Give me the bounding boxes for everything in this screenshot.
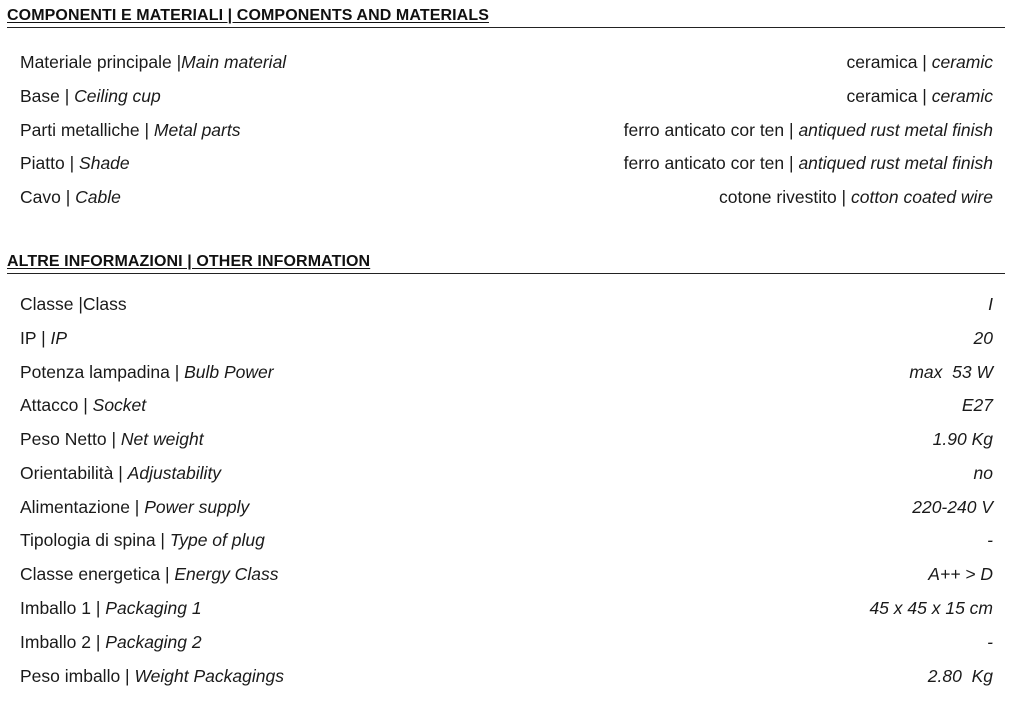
spec-label	[20, 427, 204, 451]
label-en: Metal parts	[153, 120, 241, 140]
spec-value	[624, 118, 993, 142]
spec-value	[846, 84, 993, 108]
spec-label	[20, 326, 67, 350]
value-en: I	[988, 294, 993, 314]
spec-row-main-material	[20, 50, 993, 74]
label-en: Packaging 2	[105, 632, 202, 652]
value-en: no	[973, 463, 993, 483]
spec-row-bulb-power	[20, 360, 993, 384]
label-it: Classe energetica |	[20, 564, 170, 584]
spec-row-shade	[20, 151, 993, 175]
spec-label	[20, 84, 161, 108]
spec-label	[20, 630, 202, 654]
label-en: IP	[50, 328, 68, 348]
spec-row-cable	[20, 185, 993, 209]
value-en: E27	[961, 395, 993, 415]
spec-value	[909, 360, 993, 384]
spec-row-ip	[20, 326, 993, 350]
value-en: antiqued rust metal finish	[798, 120, 993, 140]
label-it: Cavo |	[20, 187, 71, 207]
spec-row-net-weight	[20, 427, 993, 451]
spec-label	[20, 151, 130, 175]
label-en: Ceiling cup	[74, 86, 161, 106]
spec-row-base	[20, 84, 993, 108]
value-en: 20	[973, 328, 993, 348]
spec-value	[988, 292, 993, 316]
value-en: ceramic	[931, 52, 993, 72]
spec-value	[987, 630, 993, 654]
spec-value	[987, 528, 993, 552]
spec-label	[20, 562, 278, 586]
label-it: Alimentazione |	[20, 497, 140, 517]
spec-label	[20, 50, 286, 74]
value-en: 45 x 45 x 15 cm	[869, 598, 993, 618]
value-en: A++ > D	[928, 564, 993, 584]
label-it: Peso Netto |	[20, 429, 116, 449]
spec-row-metal-parts	[20, 118, 993, 142]
spec-row-energy-class	[20, 562, 993, 586]
value-en: 1.90 Kg	[932, 429, 993, 449]
label-it: Piatto |	[20, 153, 75, 173]
label-it: Materiale principale |	[20, 52, 182, 72]
value-en: 2.80 Kg	[927, 666, 993, 686]
spec-row-packaging-1	[20, 596, 993, 620]
spec-label	[20, 664, 284, 688]
spec-row-class	[20, 292, 993, 316]
spec-row-power-supply	[20, 495, 993, 519]
spec-value	[974, 461, 993, 485]
label-en: Power supply	[144, 497, 250, 517]
label-en: Packaging 1	[105, 598, 202, 618]
spec-value	[928, 664, 993, 688]
spec-value	[912, 495, 993, 519]
value-en: -	[987, 632, 993, 652]
label-it: Attacco |	[20, 395, 88, 415]
label-en: Cable	[75, 187, 121, 207]
spec-value	[933, 427, 993, 451]
value-en: -	[987, 530, 993, 550]
spec-row-socket	[20, 393, 993, 417]
label-en: Socket	[92, 395, 147, 415]
spec-label	[20, 393, 146, 417]
label-it: Peso imballo |	[20, 666, 130, 686]
spec-label	[20, 292, 127, 316]
label-it: Potenza lampadina |	[20, 362, 180, 382]
label-en: Shade	[79, 153, 130, 173]
value-en: ceramic	[931, 86, 993, 106]
spec-value	[962, 393, 993, 417]
label-it: Parti metalliche |	[20, 120, 150, 140]
value-en: 220-240 V	[912, 497, 993, 517]
section-title-other-info	[7, 252, 1005, 274]
spec-row-packaging-weight	[20, 664, 993, 688]
spec-value	[974, 326, 993, 350]
spec-value	[624, 151, 993, 175]
spec-label	[20, 461, 221, 485]
value-it: ferro anticato cor ten |	[623, 120, 794, 140]
label-en: Adjustability	[127, 463, 222, 483]
label-it: Base |	[20, 86, 70, 106]
label-en: Bulb Power	[184, 362, 274, 382]
label-it: Classe |Class	[20, 294, 127, 314]
label-en: Net weight	[120, 429, 204, 449]
section-title-text: COMPONENTI E MATERIALI | COMPONENTS AND MATERIALS	[7, 7, 489, 24]
value-en: antiqued rust metal finish	[798, 153, 993, 173]
value-en: max 53 W	[909, 362, 993, 382]
section-title-components	[7, 6, 1005, 28]
spec-value	[846, 50, 993, 74]
label-it: Tipologia di spina |	[20, 530, 165, 550]
spec-label	[20, 528, 265, 552]
label-en: Type of plug	[169, 530, 265, 550]
spec-value	[719, 185, 993, 209]
spec-value	[928, 562, 993, 586]
spec-value	[869, 596, 993, 620]
label-en: Weight Packagings	[134, 666, 284, 686]
value-en: cotton coated wire	[850, 187, 993, 207]
spec-row-plug-type	[20, 528, 993, 552]
label-en: Energy Class	[174, 564, 279, 584]
label-en: Main material	[181, 52, 287, 72]
label-it: IP |	[20, 328, 46, 348]
section-title-text: ALTRE INFORMAZIONI | OTHER INFORMATION	[7, 253, 371, 270]
value-it: cotone rivestito |	[718, 187, 847, 207]
spec-label	[20, 185, 121, 209]
label-it: Imballo 2 |	[20, 632, 101, 652]
spec-row-packaging-2	[20, 630, 993, 654]
spec-label	[20, 495, 249, 519]
value-it: ceramica |	[846, 52, 927, 72]
spec-label	[20, 360, 274, 384]
spec-label	[20, 118, 240, 142]
value-it: ferro anticato cor ten |	[623, 153, 794, 173]
label-it: Orientabilità |	[20, 463, 123, 483]
spec-row-adjustability	[20, 461, 993, 485]
spec-label	[20, 596, 202, 620]
label-it: Imballo 1 |	[20, 598, 101, 618]
value-it: ceramica |	[846, 86, 927, 106]
